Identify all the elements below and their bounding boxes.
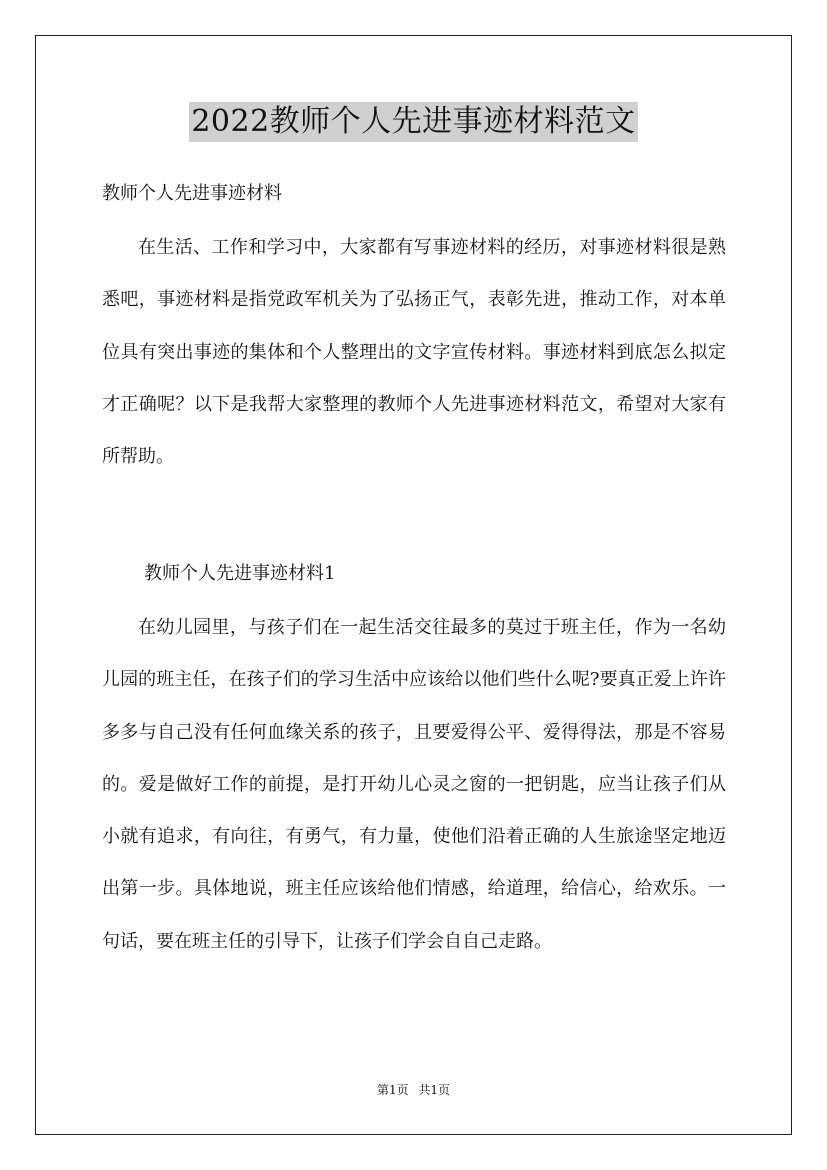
intro-paragraph: 在生活、工作和学习中，大家都有写事迹材料的经历，对事迹材料很是熟悉吧，事迹材料是指党政军机关为了弘扬正气，表彰先进，推动工作，对本单位具有突出事迹的集体和个人整理出的文字宣传材料。事迹材料到底怎么拟定才正确呢？以下是我帮大家整理的教师个人先进事迹材料范文，希望对大家有所帮助。	[102, 237, 726, 468]
page-number: 第1页	[376, 1083, 409, 1097]
section-title: 教师个人先进事迹材料1	[144, 563, 336, 584]
page-footer	[0, 1082, 827, 1098]
document-subheading: 教师个人先进事迹材料	[102, 183, 282, 204]
title-container	[0, 102, 827, 142]
section-paragraph: 在幼儿园里，与孩子们在一起生活交往最多的莫过于班主任，作为一名幼儿园的班主任，在孩子们的学习生活中应该给以他们些什么呢?要真正爱上许许多多与自己没有任何血缘关系的孩子，且要爱得公平、爱得得法，那是不容易的。爱是做好工作的前提，是打开幼儿心灵之窗的一把钥匙，应当让孩子们从小就有追求，有向往，有勇气，有力量，使他们沿着正确的人生旅途坚定地迈出第一步。具体地说，班主任应该给他们情感，给道理，给信心，给欢乐。一句话，要在班主任的引导下，让孩子们学会自自己走路。	[102, 617, 726, 952]
document-title: 2022教师个人先进事迹材料范文	[189, 102, 637, 142]
total-pages: 共1页	[418, 1083, 451, 1097]
